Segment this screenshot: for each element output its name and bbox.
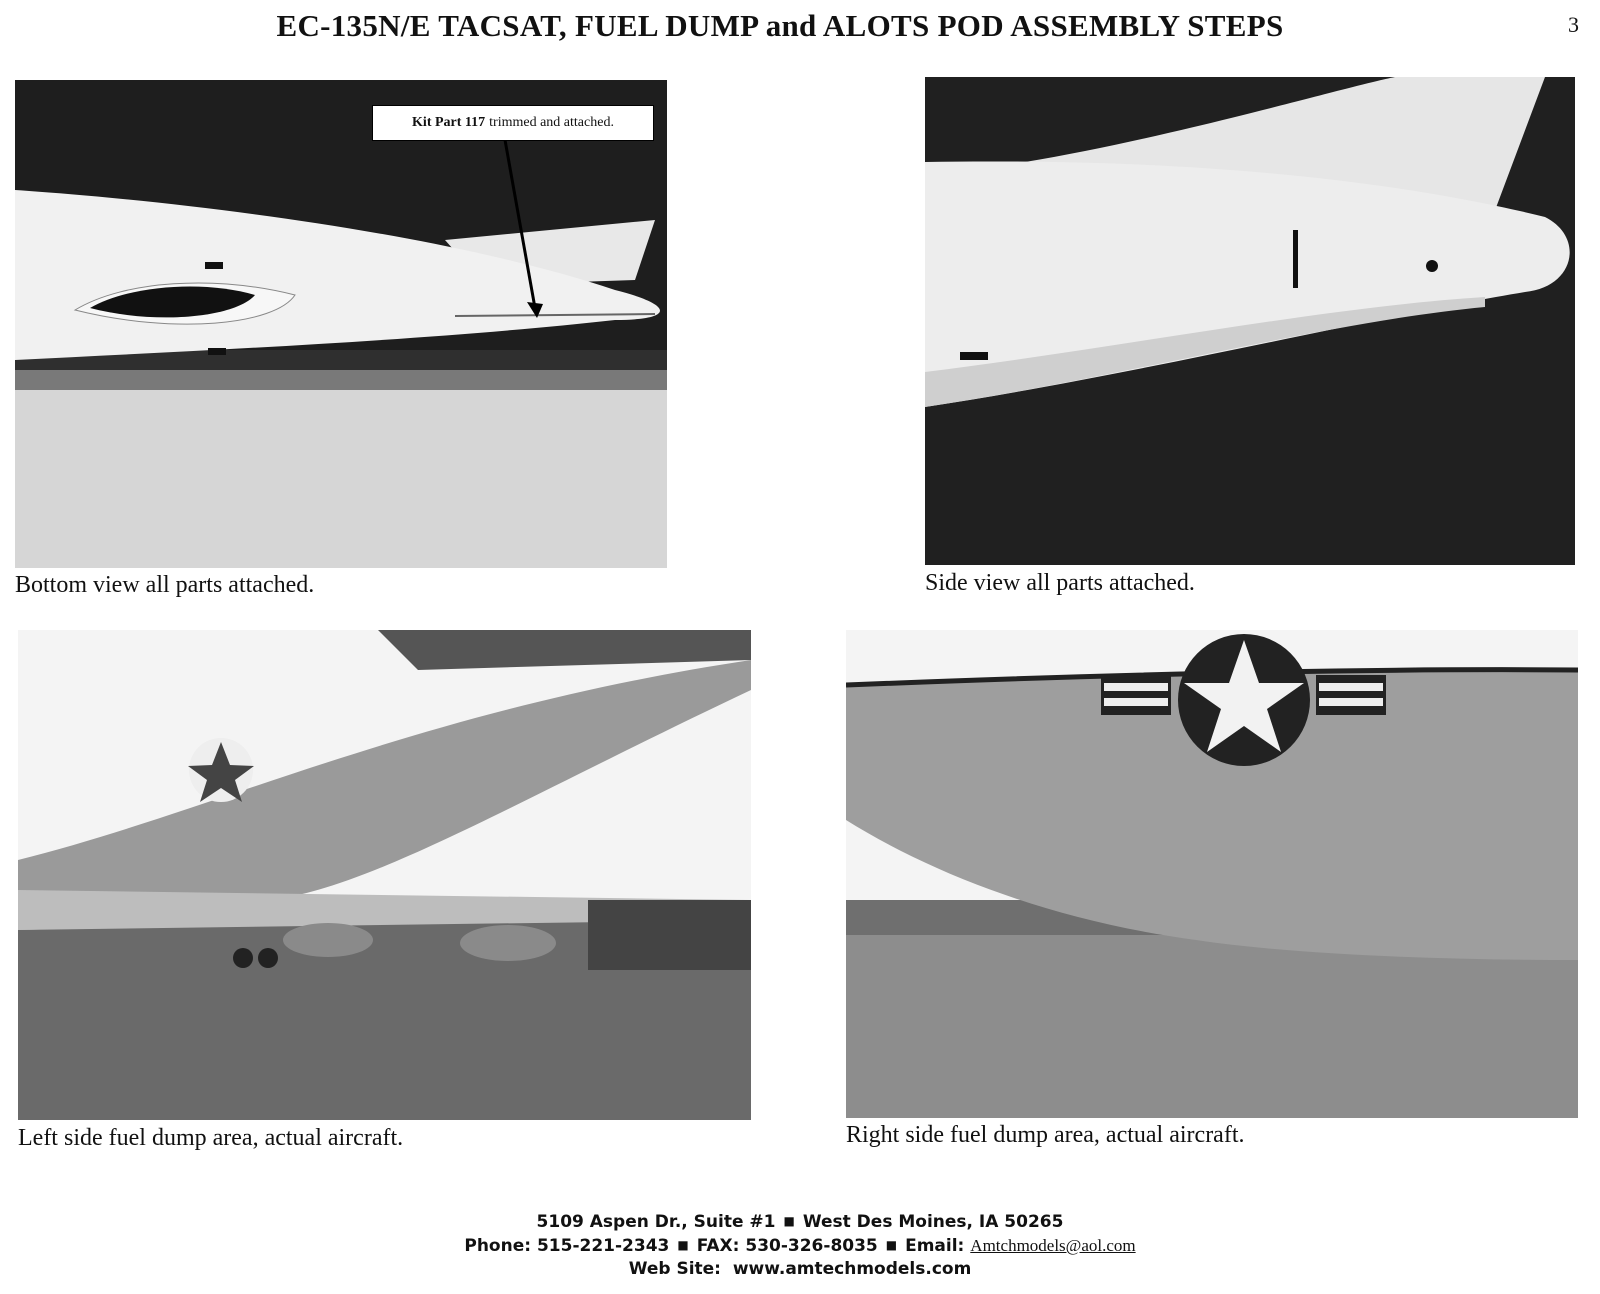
- separator-icon: ■: [677, 1238, 689, 1252]
- photo-bottom-view: [15, 80, 667, 568]
- callout-kit-part: [372, 105, 654, 141]
- footer-phone-line: [0, 1234, 1600, 1258]
- callout-text: trimmed and attached.: [489, 115, 614, 130]
- footer-address: 5109 Aspen Dr., Suite #1: [536, 1212, 776, 1232]
- footer-city: West Des Moines, IA 50265: [802, 1212, 1064, 1232]
- page-title: EC-135N/E TACSAT, FUEL DUMP and ALOTS POD ASSEMBLY STEPS: [276, 8, 1284, 43]
- callout-part-label: Kit Part 117: [412, 115, 486, 130]
- footer-email-link[interactable]: Amtchmodels@aol.com: [970, 1236, 1136, 1255]
- footer-web-link[interactable]: www.amtechmodels.com: [732, 1259, 972, 1279]
- footer-web-line: [0, 1258, 1600, 1281]
- caption-bottom-view: Bottom view all parts attached.: [15, 572, 315, 598]
- photo-left-side-aircraft: [18, 630, 751, 1120]
- footer-email-label: Email:: [905, 1236, 965, 1256]
- separator-icon: ■: [783, 1214, 795, 1228]
- separator-icon: ■: [885, 1238, 898, 1252]
- page-number: 3: [1568, 12, 1579, 37]
- footer-phone: Phone: 515-221-2343: [464, 1236, 670, 1256]
- caption-side-view: Side view all parts attached.: [925, 570, 1195, 596]
- footer-address-line: [0, 1210, 1600, 1234]
- footer-fax: FAX: 530-326-8035: [696, 1236, 878, 1256]
- caption-right-side: Right side fuel dump area, actual aircraft.: [846, 1122, 1245, 1148]
- footer-web-label: Web Site:: [628, 1259, 721, 1279]
- photo-side-view: [925, 77, 1575, 565]
- footer-contact: [0, 1210, 1600, 1281]
- caption-left-side: Left side fuel dump area, actual aircraft.: [18, 1125, 404, 1151]
- photo-right-side-aircraft: [846, 630, 1578, 1118]
